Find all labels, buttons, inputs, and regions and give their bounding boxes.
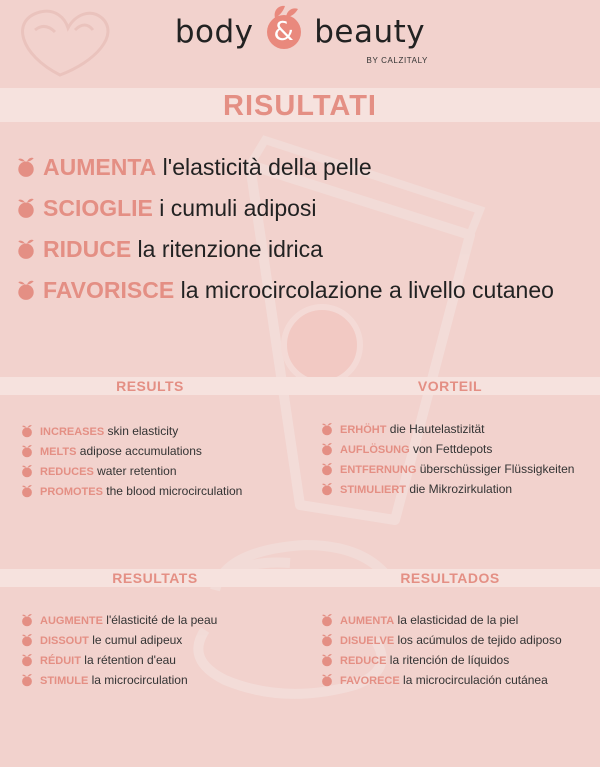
logo-wordmark: [175, 14, 425, 51]
peach-bullet-icon: [320, 482, 334, 496]
benefit-keyword: MELTS: [40, 446, 77, 458]
list-item: [15, 230, 554, 271]
peach-bullet-icon: [320, 613, 334, 627]
peach-bullet-icon: [20, 653, 34, 667]
benefit-keyword: DISUELVE: [340, 635, 395, 647]
section-title-vorteil: VORTEIL: [417, 378, 483, 394]
benefit-text: von Fettdepots: [409, 442, 493, 456]
logo-word-beauty: beauty: [314, 14, 426, 50]
list-item: [320, 670, 562, 690]
benefit-text: la microcircolazione a livello cutaneo: [174, 277, 554, 303]
benefit-text: adipose accumulations: [76, 444, 202, 458]
benefit-text: la microcirculación cutánea: [399, 673, 548, 687]
peach-bullet-icon: [15, 197, 37, 219]
peach-bullet-icon: [320, 673, 334, 687]
benefit-text: le cumul adipeux: [88, 633, 183, 647]
benefit-keyword: ENTFERNUNG: [340, 464, 417, 476]
peach-bullet-icon: [320, 422, 334, 436]
list-item: [20, 670, 217, 690]
peach-bullet-icon: [20, 633, 34, 647]
list-item: [20, 650, 217, 670]
results-list: [20, 421, 242, 501]
benefit-keyword: STIMULE: [40, 675, 89, 687]
peach-bullet-icon: [320, 462, 334, 476]
list-item: [20, 421, 242, 441]
benefit-keyword: FAVORECE: [340, 675, 400, 687]
list-item: [320, 439, 574, 459]
logo-subtitle: BY CALZITALY: [366, 56, 428, 65]
list-item: [20, 481, 242, 501]
benefit-text: la ritención de líquidos: [386, 653, 510, 667]
peach-bullet-icon: [20, 484, 34, 498]
benefit-keyword: RIDUCE: [43, 236, 132, 262]
list-item: [15, 148, 554, 189]
peach-bullet-icon: [320, 653, 334, 667]
benefit-keyword: SCIOGLIE: [43, 195, 153, 221]
benefit-keyword: REDUCE: [340, 655, 387, 667]
main-benefits-list: [15, 148, 554, 312]
benefit-text: überschüssiger Flüssigkeiten: [416, 462, 575, 476]
brand-logo: [0, 14, 600, 65]
peach-bullet-icon: [20, 613, 34, 627]
logo-word-body: body: [174, 14, 254, 50]
section-title-resultados: RESULTADOS: [400, 570, 500, 586]
section-title-results: RESULTS: [116, 378, 184, 394]
list-item: [20, 610, 217, 630]
benefit-text: the blood microcirculation: [102, 484, 243, 498]
benefit-keyword: FAVORISCE: [43, 277, 175, 303]
benefit-keyword: RÉDUIT: [40, 655, 81, 667]
list-item: [15, 189, 554, 230]
list-item: [320, 610, 562, 630]
benefit-text: water retention: [93, 464, 177, 478]
logo-ampersand: &: [267, 15, 301, 49]
benefit-keyword: DISSOUT: [40, 635, 89, 647]
benefit-keyword: AUMENTA: [340, 615, 395, 627]
benefit-text: los acúmulos de tejido adiposo: [394, 633, 562, 647]
benefit-text: la microcirculation: [88, 673, 188, 687]
list-item: [320, 459, 574, 479]
list-item: [320, 419, 574, 439]
section-title-resultats: RESULTATS: [112, 570, 198, 586]
page-title: RISULTATI: [223, 90, 377, 122]
benefit-text: la elasticidad de la piel: [394, 613, 519, 627]
peach-bullet-icon: [320, 442, 334, 456]
benefit-text: la rétention d'eau: [80, 653, 176, 667]
benefit-keyword: AUFLÖSUNG: [340, 444, 410, 456]
peach-decoration: [284, 307, 360, 383]
list-item: [320, 479, 574, 499]
peach-bullet-icon: [15, 156, 37, 178]
resultados-list: [320, 610, 562, 690]
list-item: [320, 650, 562, 670]
list-item: [15, 271, 554, 312]
benefit-keyword: PROMOTES: [40, 486, 103, 498]
peach-bullet-icon: [20, 673, 34, 687]
benefit-text: die Mikrozirkulation: [406, 482, 513, 496]
benefit-keyword: INCREASES: [40, 426, 105, 438]
peach-bullet-icon: [15, 238, 37, 260]
benefit-keyword: AUMENTA: [43, 154, 157, 180]
list-item: [20, 441, 242, 461]
benefit-text: l'élasticité de la peau: [102, 613, 218, 627]
peach-bullet-icon: [320, 633, 334, 647]
benefit-keyword: AUGMENTE: [40, 615, 103, 627]
benefit-text: i cumuli adiposi: [152, 195, 317, 221]
list-item: [320, 630, 562, 650]
peach-bullet-icon: [20, 464, 34, 478]
benefit-keyword: ERHÖHT: [340, 424, 387, 436]
peach-bullet-icon: [20, 444, 34, 458]
peach-bullet-icon: [15, 279, 37, 301]
benefit-text: l'elasticità della pelle: [156, 154, 372, 180]
resultats-list: [20, 610, 217, 690]
list-item: [20, 630, 217, 650]
list-item: [20, 461, 242, 481]
vorteil-list: [320, 419, 574, 499]
benefit-text: la ritenzione idrica: [131, 236, 323, 262]
benefit-keyword: REDUCES: [40, 466, 94, 478]
benefit-keyword: STIMULIERT: [340, 484, 406, 496]
benefit-text: skin elasticity: [104, 424, 179, 438]
benefit-text: die Hautelastizität: [386, 422, 485, 436]
peach-bullet-icon: [20, 424, 34, 438]
